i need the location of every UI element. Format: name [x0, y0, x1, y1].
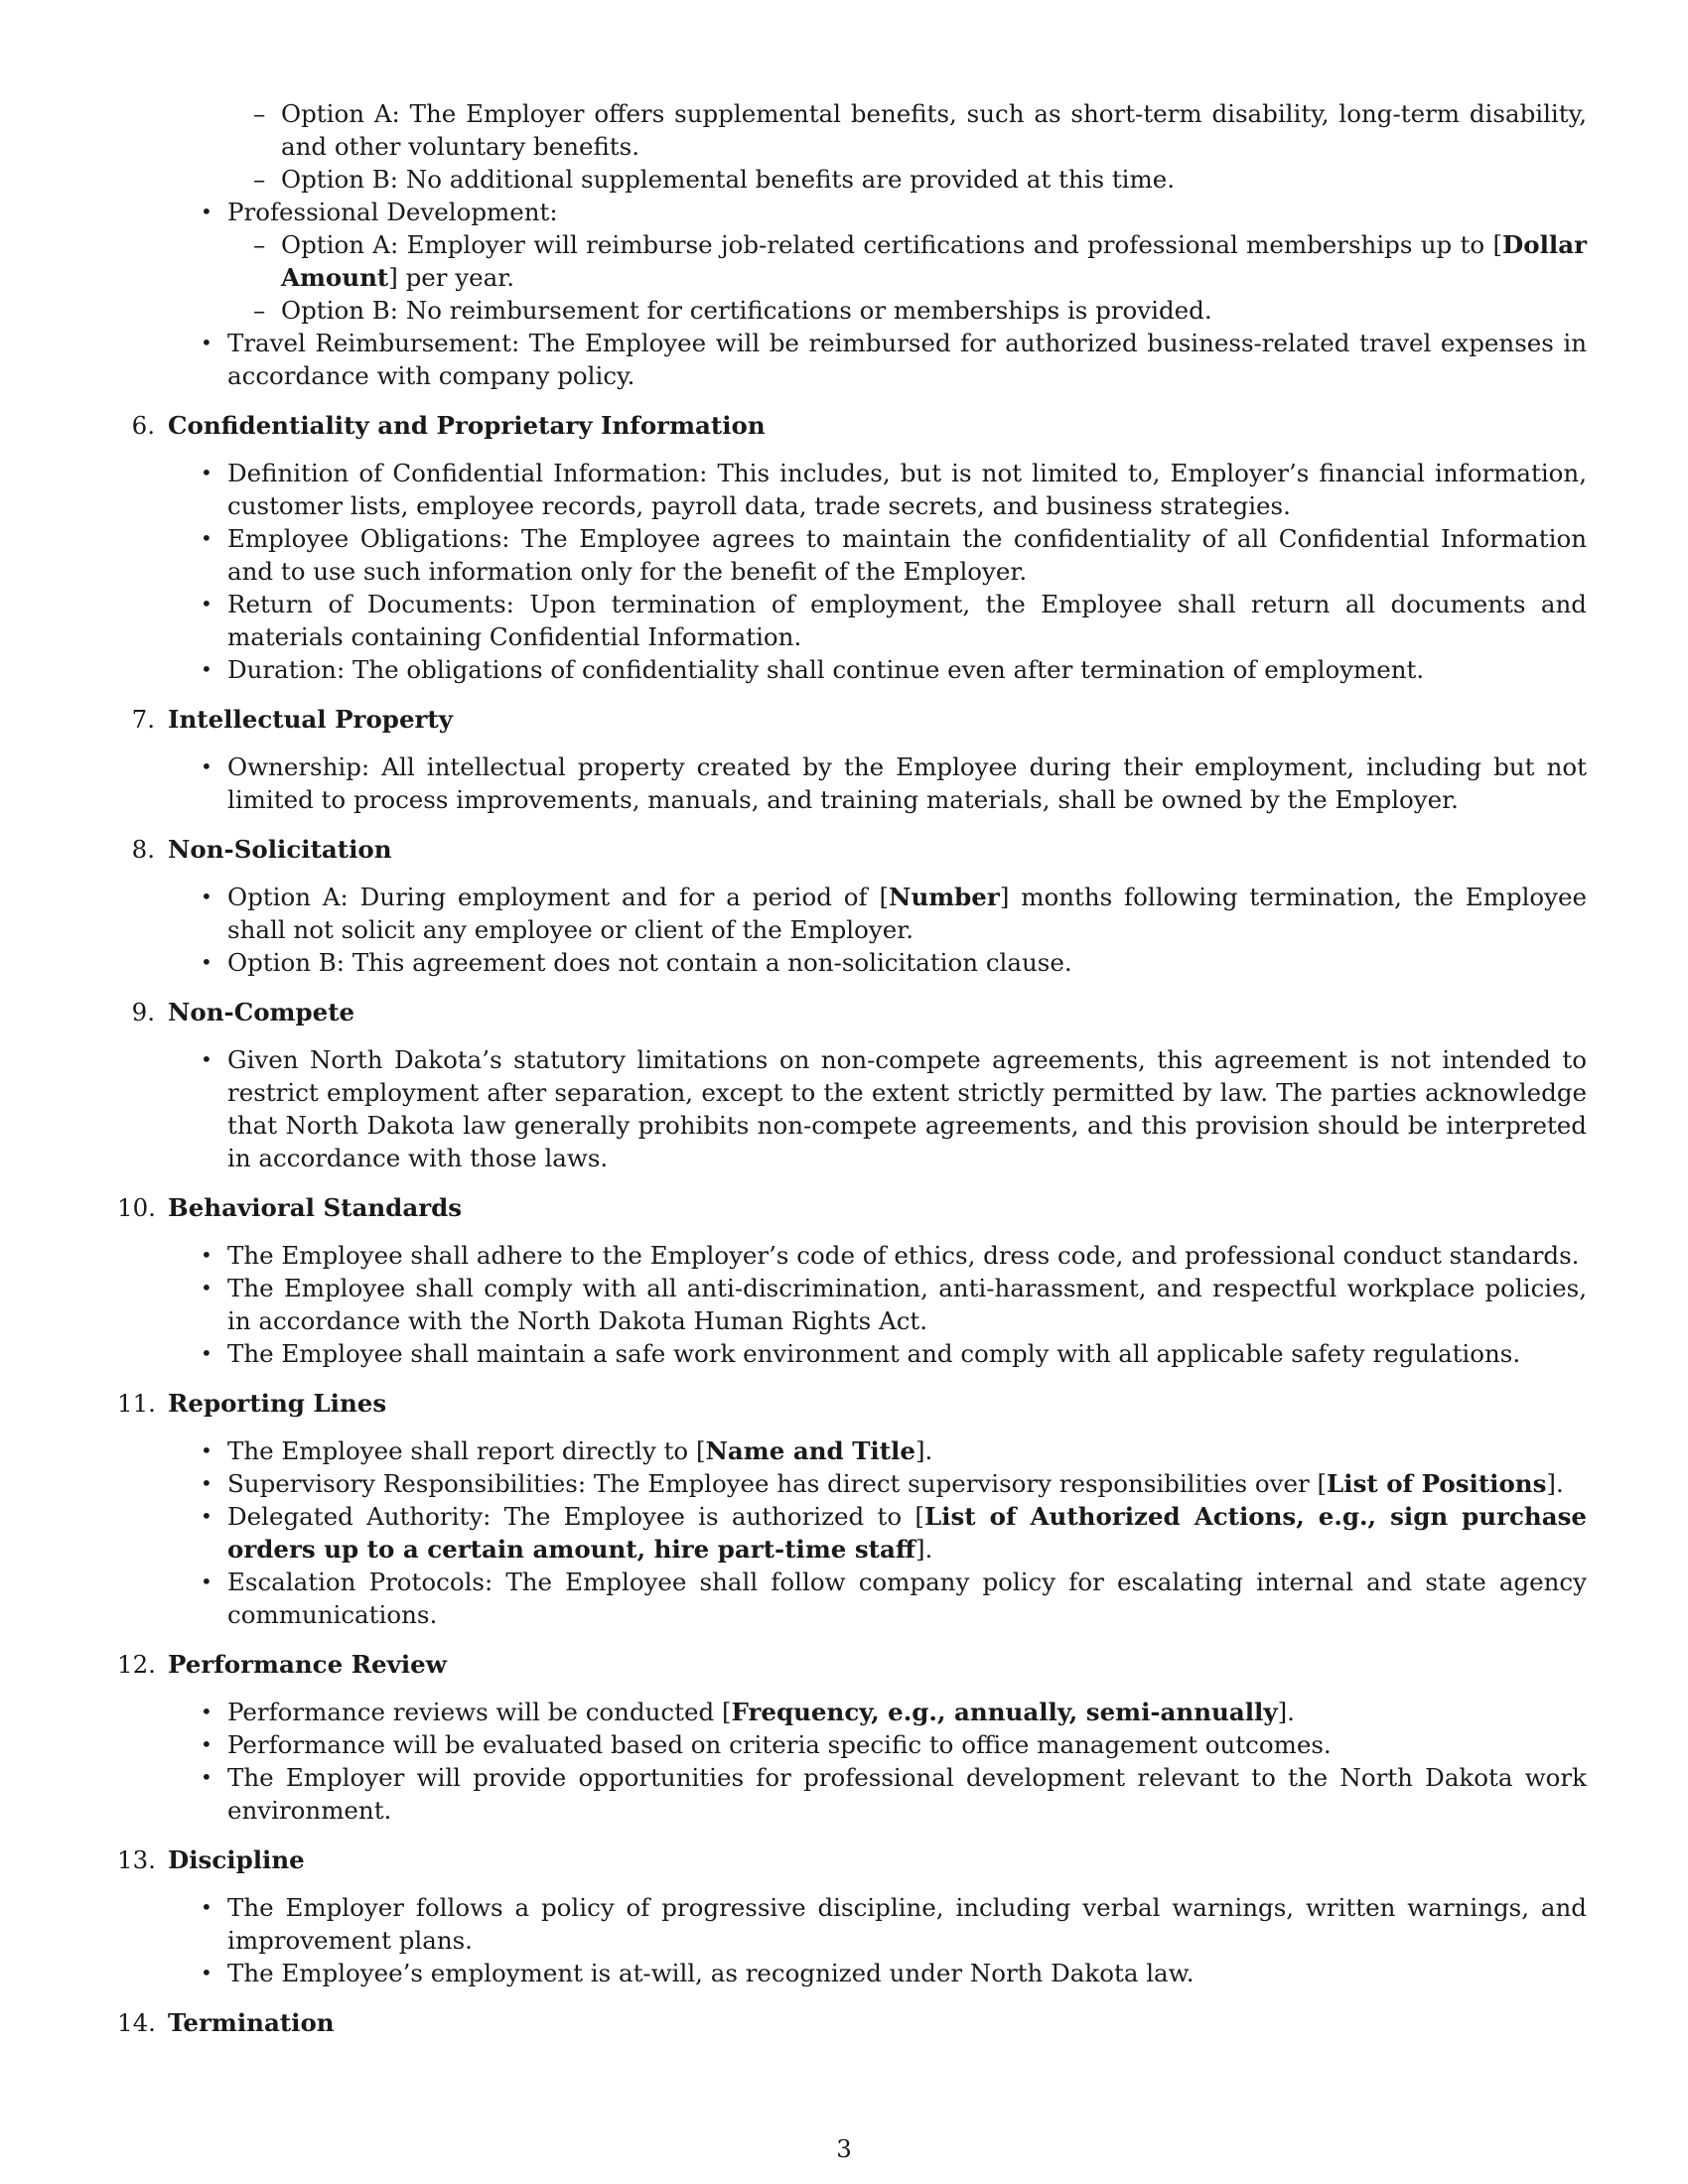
list-item: • Definition of Confidential Information: This includes, but is not limited to, Employer’s financial information, customer lists, employee records, payroll data, trade secrets, and business strategies. — [201, 459, 1587, 520]
section-non-solicitation — [117, 833, 1587, 979]
section-title: Non-Compete — [168, 998, 355, 1026]
list-item: • Given North Dakota’s statutory limitations on non-compete agreements, this agreement is not intended to restrict employment after separation, except to the extent strictly permitted by law. The parties acknowledge that North Dakota law generally prohibits non-compete agreements, and this provision should be interpreted in accordance with those laws. — [201, 1045, 1587, 1172]
bullet-marker: • — [201, 1700, 212, 1723]
section-items — [117, 881, 1587, 979]
list-item: • Option A: During employment and for a period of [Number] months following termination, the Employee shall not solicit any employee or client of the Employer. — [201, 883, 1587, 944]
section-title: Termination — [168, 2008, 335, 2037]
section-termination — [117, 2006, 1587, 2039]
list-item: • The Employee shall report directly to [Name and Title]. — [201, 1436, 933, 1465]
bullet-marker: • — [201, 592, 212, 615]
section-heading — [117, 703, 1587, 736]
list-item: • The Employer will provide opportunities for professional development relevant to the North Dakota work environment. — [201, 1763, 1587, 1825]
section-heading — [117, 1387, 1587, 1420]
section-title: Reporting Lines — [168, 1389, 387, 1418]
section-number: 6. — [131, 411, 155, 440]
section-number: 14. — [117, 2008, 156, 2037]
section-number: 10. — [117, 1193, 156, 1222]
bullet-marker: • — [201, 1341, 212, 1365]
section-behavioral-standards — [117, 1191, 1587, 1370]
list-item: • Delegated Authority: The Employee is authorized to [List of Authorized Actions, e.g., sign purchase orders up to a certain amount, hire part-time staff]. — [201, 1502, 1588, 1564]
dash-marker: – — [253, 99, 266, 128]
section-reporting-lines — [117, 1387, 1587, 1631]
prof-dev-option-b: – Option B: No reimbursement for certifications or memberships is provided. — [253, 296, 1212, 325]
section-items — [117, 1434, 1587, 1631]
section-heading — [117, 409, 1587, 442]
section-title: Performance Review — [168, 1650, 447, 1679]
bullet-marker: • — [201, 1276, 212, 1299]
bullet-marker: • — [201, 331, 212, 354]
prof-dev-option-a: – Option A: Employer will reimburse job-related certifications and professional memberships up to [Dollar Amount] per year. — [253, 230, 1587, 292]
section-number: 12. — [117, 1650, 156, 1679]
list-item: • Option B: This agreement does not contain a non-solicitation clause. — [201, 948, 1072, 977]
supplemental-option-a: – Option A: The Employer offers supplemental benefits, such as short-term disability, long-term disability, and other voluntary benefits. — [253, 99, 1587, 161]
placeholder-frequency: Frequency, e.g., annually, semi-annually — [731, 1698, 1278, 1726]
dash-marker: – — [253, 230, 266, 259]
list-item: • The Employee shall maintain a safe work environment and comply with all applicable safety regulations. — [201, 1339, 1521, 1368]
section-discipline — [117, 1843, 1587, 1989]
bullet-marker: • — [201, 461, 212, 484]
placeholder-authorized-actions: List of Authorized Actions, e.g., sign purchase orders up to a certain amount, hire part-time staff — [227, 1502, 1588, 1564]
bullet-marker: • — [201, 1961, 212, 1984]
list-item: • Performance reviews will be conducted [Frequency, e.g., annually, semi-annually]. — [201, 1698, 1295, 1726]
section-title: Confidentiality and Proprietary Information — [168, 411, 766, 440]
list-item: • Return of Documents: Upon termination of employment, the Employee shall return all documents and materials containing Confidential Information. — [201, 590, 1587, 651]
section-items — [117, 1891, 1587, 1989]
section-heading — [117, 996, 1587, 1028]
section-items — [117, 457, 1587, 686]
section-intellectual-property — [117, 703, 1587, 816]
list-item: • Performance will be evaluated based on criteria specific to office management outcomes. — [201, 1730, 1332, 1759]
section-confidentiality — [117, 409, 1587, 686]
list-item: • Employee Obligations: The Employee agrees to maintain the confidentiality of all Confidential Information and to use such information only for the benefit of the Employer. — [201, 524, 1587, 586]
section-number: 9. — [131, 998, 155, 1026]
section-number: 8. — [131, 835, 155, 864]
bullet-marker: • — [201, 526, 212, 550]
travel-reimbursement-item: • Travel Reimbursement: The Employee will be reimbursed for authorized business-related travel expenses in accordance with company policy. — [201, 329, 1587, 390]
list-item: • Duration: The obligations of confidentiality shall continue even after termination of employment. — [201, 655, 1425, 684]
supplemental-options-list — [117, 97, 1587, 196]
section-number: 13. — [117, 1845, 156, 1874]
travel-bullet-list — [117, 327, 1587, 392]
list-item: • The Employee shall comply with all anti-discrimination, anti-harassment, and respectful workplace policies, in accordance with the North Dakota Human Rights Act. — [201, 1274, 1587, 1335]
professional-development-options — [117, 228, 1587, 327]
section-items — [117, 751, 1587, 816]
list-item: • The Employer follows a policy of progressive discipline, including verbal warnings, written warnings, and improvement plans. — [201, 1893, 1587, 1955]
list-item: • The Employee’s employment is at-will, as recognized under North Dakota law. — [201, 1959, 1195, 1987]
section-non-compete — [117, 996, 1587, 1174]
document-body — [117, 97, 1587, 2054]
bullet-marker: • — [201, 754, 212, 778]
bullet-marker: • — [201, 950, 212, 974]
page-number: 3 — [836, 2134, 852, 2163]
list-item: • Supervisory Responsibilities: The Employee has direct supervisory responsibilities over [List of Positions]. — [201, 1469, 1564, 1498]
section-heading — [117, 1843, 1587, 1876]
bullet-marker: • — [201, 1438, 212, 1462]
bullet-marker: • — [201, 1047, 212, 1071]
section-title: Intellectual Property — [168, 705, 453, 734]
section-items — [117, 1043, 1587, 1174]
professional-development-item: • Professional Development: — [201, 198, 558, 226]
bullet-marker: • — [201, 1765, 212, 1789]
bullet-marker: • — [201, 1504, 212, 1528]
section-performance-review — [117, 1648, 1587, 1827]
bullet-marker: • — [201, 657, 212, 681]
bullet-marker: • — [201, 1471, 212, 1495]
placeholder-dollar-amount: Dollar Amount — [281, 230, 1587, 292]
bullet-marker: • — [201, 1732, 212, 1756]
bullet-marker: • — [201, 200, 212, 223]
section-items — [117, 1239, 1587, 1370]
dash-marker: – — [253, 296, 266, 325]
supplemental-option-b: – Option B: No additional supplemental benefits are provided at this time. — [253, 165, 1176, 194]
placeholder-number: Number — [889, 883, 1000, 911]
dash-marker: – — [253, 165, 266, 194]
list-item: • The Employee shall adhere to the Employer’s code of ethics, dress code, and professional conduct standards. — [201, 1241, 1580, 1270]
section-heading — [117, 1648, 1587, 1681]
placeholder-list-of-positions: List of Positions — [1327, 1469, 1547, 1498]
bullet-marker: • — [201, 885, 212, 908]
section-items — [117, 1696, 1587, 1827]
section-number: 7. — [131, 705, 155, 734]
benefits-bullet-list — [117, 196, 1587, 228]
section-heading — [117, 2006, 1587, 2039]
section-heading — [117, 833, 1587, 866]
section-heading — [117, 1191, 1587, 1224]
placeholder-name-and-title: Name and Title — [705, 1436, 915, 1465]
bullet-marker: • — [201, 1895, 212, 1919]
list-item: • Ownership: All intellectual property created by the Employee during their employment, including but not limited to process improvements, manuals, and training materials, shall be owned by the Employer. — [201, 752, 1587, 814]
list-item: • Escalation Protocols: The Employee shall follow company policy for escalating internal and state agency communications. — [201, 1568, 1587, 1629]
section-title: Non-Solicitation — [168, 835, 392, 864]
section-title: Discipline — [168, 1845, 305, 1874]
section-title: Behavioral Standards — [168, 1193, 463, 1222]
bullet-marker: • — [201, 1243, 212, 1267]
section-number: 11. — [117, 1389, 156, 1418]
bullet-marker: • — [201, 1570, 212, 1593]
